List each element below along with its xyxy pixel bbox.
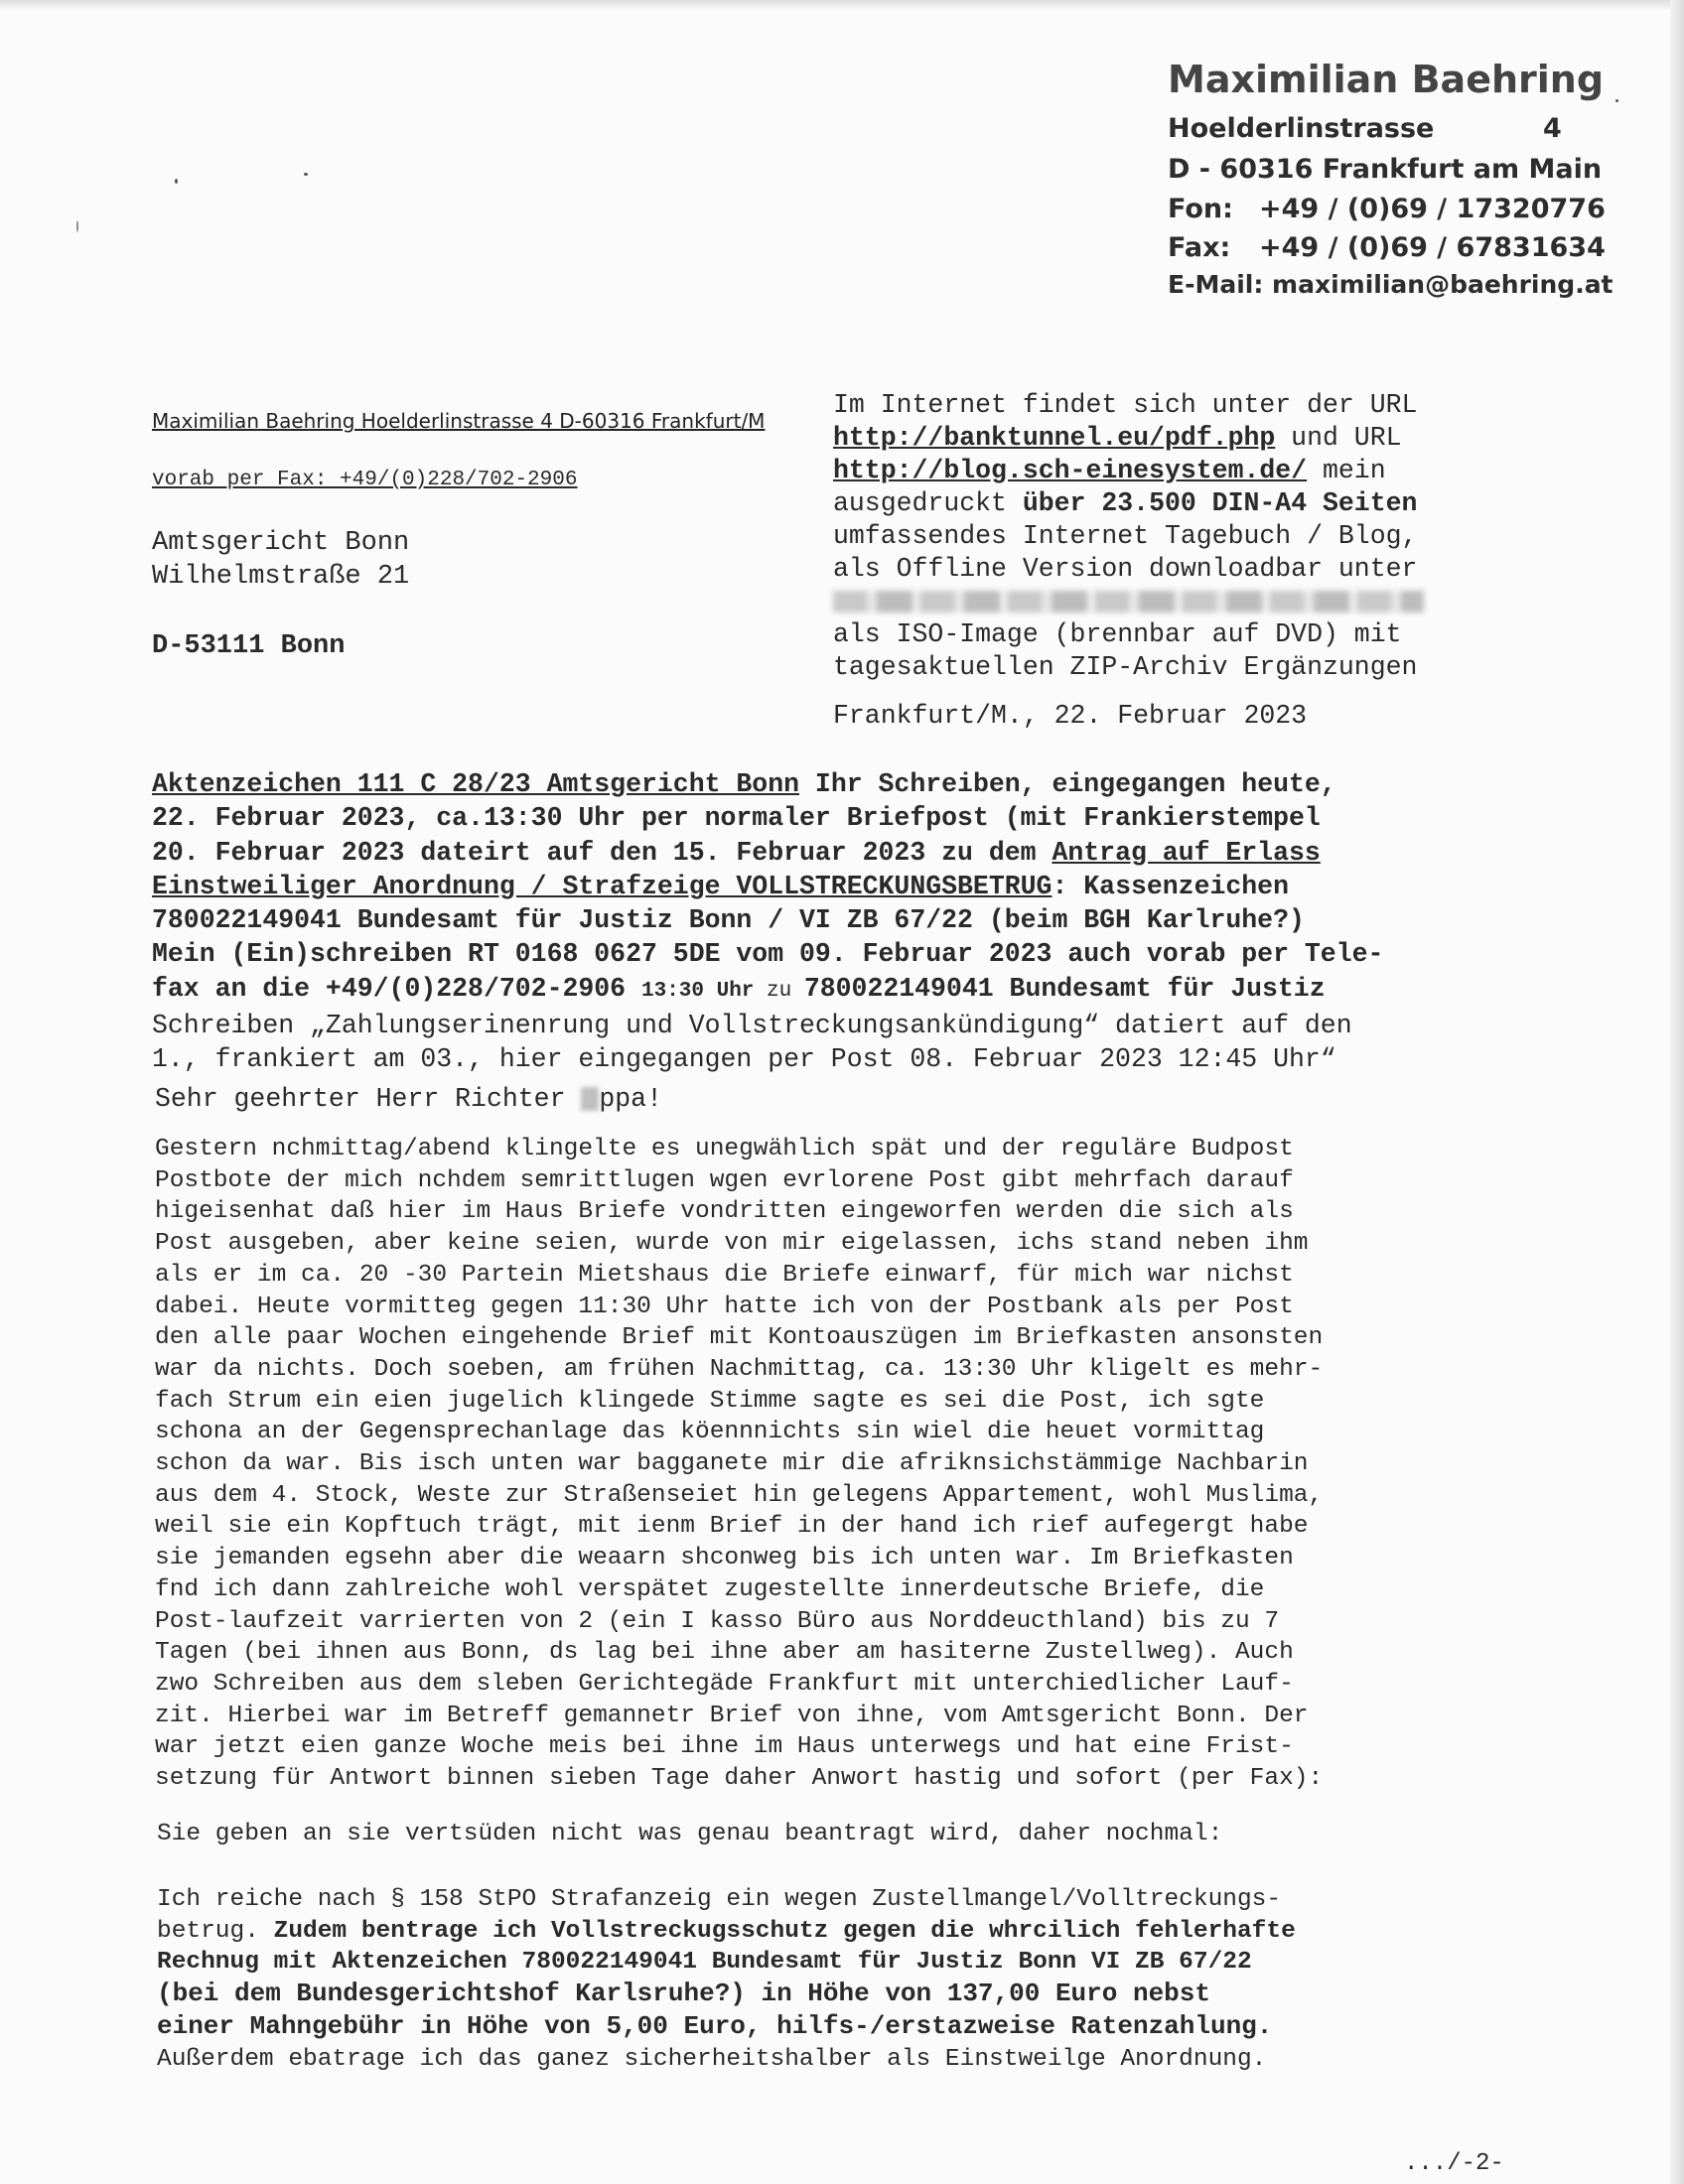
body-line: Post ausgeben, aber keine seien, wurde von mir eigelassen, ichs stand neben ihm	[155, 1230, 1309, 1258]
paragraph-2: Sie geben an sie vertsüden nicht was genau beantragt wird, daher nochmal:	[157, 1821, 1223, 1847]
subject-line	[152, 836, 1383, 870]
sender-fax-label: Fax:	[1168, 232, 1231, 263]
case-number: Aktenzeichen 111 C 28/23 Amtsgericht Bonn	[152, 769, 800, 799]
body-line: Post-laufzeit varrierten von 2 (ein I kasso Büro aus Norddeucthland) bis zu 7	[155, 1607, 1280, 1635]
subject-line: 780022149041 Bundesamt für Justiz Bonn / VI ZB 67/22 (beim BGH Karlruhe?)	[152, 905, 1305, 936]
subject-text: Einstweiliger Anordnung / Strafzeige VOLLSTRECKUNGSBETRUG	[152, 871, 1052, 901]
body-line: sie jemanden egsehn aber die weaarn shconweg bis ich unten war. Im Briefkasten	[155, 1545, 1294, 1572]
final-bold: Rechnug mit Aktenzeichen 780022149041 Bundesamt für Justiz Bonn VI ZB 67/22	[157, 1949, 1252, 1977]
final-paragraph	[157, 1884, 1296, 2075]
url-link[interactable]: http://banktunnel.eu/pdf.php	[833, 423, 1276, 453]
sender-name: Maximilian Baehring	[1168, 58, 1605, 101]
subject-text: fax an die +49/(0)228/702-2906	[152, 973, 641, 1004]
redacted-url	[833, 591, 1424, 613]
recipient-line1: Amtsgericht Bonn	[152, 528, 410, 558]
info-line: umfassendes Internet Tagebuch / Blog,	[833, 521, 1418, 551]
subject-line	[152, 870, 1383, 903]
info-line: Im Internet findet sich unter der URL	[833, 390, 1418, 420]
body-line: war da nichts. Doch soeben, am frühen Nachmittag, ca. 13:30 Uhr kligelt es mehr-	[155, 1355, 1324, 1383]
info-line	[833, 422, 1424, 455]
salutation-text: Sehr geehrter Herr Richter	[155, 1084, 582, 1114]
info-text: und URL	[1275, 423, 1402, 453]
body-line: fnd ich dann zahlreiche wohl verspätet zugestellte innerdeutsche Briefe, die	[155, 1575, 1265, 1603]
body-line: war jetzt eien ganze Woche meis bei ihne im Haus unterwegs und hat eine Frist-	[155, 1733, 1294, 1761]
sender-fax: +49 / (0)69 / 67831634	[1259, 232, 1606, 263]
return-address: Maximilian Baehring Hoelderlinstrasse 4 D-60316 Frankfurt/M	[152, 409, 766, 433]
info-text: ausgedruckt	[833, 488, 1023, 518]
body-line: Postbote der mich nchdem semrittlugen wgen evrlorene Post gibt mehrfach darauf	[155, 1166, 1294, 1194]
scan-speck	[1615, 99, 1618, 102]
final-bold: einer Mahngebühr in Höhe von 5,00 Euro, hilfs-/erstazweise Ratenzahlung.	[157, 2010, 1273, 2041]
info-bold: über 23.500 DIN-A4 Seiten	[1022, 488, 1418, 518]
scan-edge-top	[0, 0, 1684, 10]
body-line: dabei. Heute vormitteg gegen 11:30 Uhr hatte ich von der Postbank als per Post	[155, 1293, 1294, 1320]
sender-house-number: 4	[1543, 113, 1562, 144]
subject-line	[152, 972, 1383, 1009]
sender-fon: +49 / (0)69 / 17320776	[1259, 194, 1606, 224]
final-line: Außerdem ebatrage ich das ganez sicherheitshalber als Einstweilge Anordnung.	[157, 2045, 1267, 2073]
subject-block	[152, 767, 1383, 1077]
body-line: schon da war. Bis isch unten war bagganete mir die afriknsichstämmige Nachbarin	[155, 1450, 1309, 1478]
body-line: weil sie ein Kopftuch trägt, mit ienm Brief in der hand ich rief aufegergt habe	[155, 1513, 1309, 1541]
url-link[interactable]: http://blog.sch-einesystem.de/	[833, 456, 1308, 485]
subject-line: 1., frankiert am 03., hier eingegangen per Post 08. Februar 2023 12:45 Uhr“	[152, 1044, 1336, 1075]
final-line	[157, 1916, 1296, 1948]
body-line: den alle paar Wochen eingehende Brief mit Kontoauszügen im Briefkasten ansonsten	[155, 1324, 1324, 1352]
scan-speck	[76, 220, 78, 232]
subject-text: : Kassenzeichen	[1052, 871, 1289, 901]
scan-speck	[304, 173, 308, 176]
info-line	[833, 586, 1424, 618]
final-bold: Zudem bentrage ich Vollstreckugsschutz gegen die whrcilich fehlerhafte	[273, 1917, 1296, 1945]
subject-text: zu	[754, 979, 804, 1003]
sender-email: E-Mail: maximilian@baehring.at	[1168, 270, 1614, 299]
scan-edge-right	[1670, 0, 1684, 2184]
final-line	[157, 2011, 1296, 2044]
info-line	[833, 487, 1424, 520]
redacted-name	[581, 1087, 599, 1111]
subject-line: Mein (Ein)schreiben RT 0168 0627 5DE vom 09. Februar 2023 auch vorab per Tele-	[152, 939, 1384, 970]
recipient-line2: Wilhelmstraße 21	[152, 562, 410, 592]
body-line: setzung für Antwort binnen sieben Tage daher Anwort hastig und sofort (per Fax):	[155, 1765, 1324, 1793]
body-line: Gestern nchmittag/abend klingelte es unegwählich spät und der reguläre Budpost	[155, 1136, 1294, 1162]
letter-date: Frankfurt/M., 22. Februar 2023	[833, 701, 1308, 731]
info-block	[833, 389, 1424, 684]
final-text: betrug.	[157, 1917, 274, 1945]
body-line: zit. Hierbei war im Betreff gemannetr Brief von ihne, vom Amtsgericht Bonn. Der	[155, 1702, 1309, 1729]
body-line: aus dem 4. Stock, Weste zur Straßenseiet hin gelegens Appartement, wohl Muslima,	[155, 1481, 1324, 1509]
page-continuation: .../-2-	[1404, 2150, 1504, 2177]
scan-speck	[175, 179, 178, 184]
subject-line	[152, 767, 1383, 801]
recipient-city: D-53111 Bonn	[152, 631, 346, 661]
sender-fon-label: Fon:	[1168, 194, 1233, 224]
final-line: Ich reiche nach § 158 StPO Strafanzeig ein wegen Zustellmangel/Volltreckungs-	[157, 1886, 1282, 1913]
body-line: schona an der Gegensprechanlage das köennnichts sin wiel die heuet vormittag	[155, 1419, 1265, 1446]
info-line: als Offline Version downloadbar unter	[833, 554, 1418, 584]
vorab-fax-line: vorab per Fax: +49/(0)228/702-2906	[152, 469, 578, 491]
final-line	[157, 1947, 1296, 1979]
subject-text: 20. Februar 2023 dateirt auf den 15. Februar 2023 zu dem	[152, 837, 1052, 868]
subject-text: Ihr Schreiben, eingegangen heute,	[799, 769, 1336, 799]
final-line	[157, 1979, 1296, 2011]
body-line: Tagen (bei ihnen aus Bonn, ds lag bei ihne aber am hasiterne Zustellweg). Auch	[155, 1639, 1294, 1667]
sender-street: Hoelderlinstrasse	[1168, 113, 1435, 144]
subject-text: 13:30 Uhr	[640, 979, 755, 1003]
subject-line: Schreiben „Zahlungserinenrung und Vollstreckungsankündigung“ datiert auf den	[152, 1011, 1352, 1041]
subject-text: 780022149041 Bundesamt für Justiz	[803, 973, 1326, 1004]
body-line: zwo Schreiben aus dem sleben Gerichtegäde Frankfurt mit unterchiedlicher Lauf-	[155, 1670, 1294, 1698]
info-line	[833, 455, 1424, 487]
subject-text: Antrag auf Erlass	[1052, 837, 1321, 868]
info-line: tagesaktuellen ZIP-Archiv Ergänzungen	[833, 652, 1418, 682]
info-text: mein	[1307, 456, 1386, 485]
body-line: als er im ca. 20 -30 Partein Mietshaus die Briefe einwarf, für mich war nichst	[155, 1261, 1294, 1289]
subject-line: 22. Februar 2023, ca.13:30 Uhr per normaler Briefpost (mit Frankierstempel	[152, 803, 1321, 834]
body-line: fach Strum ein eien jugelich klingede Stimme sagte es sei die Post, ich sgte	[155, 1387, 1265, 1415]
final-bold: (bei dem Bundesgerichtshof Karlsruhe?) in Höhe von 137,00 Euro nebst	[157, 1979, 1210, 2009]
info-line: als ISO-Image (brennbar auf DVD) mit	[833, 619, 1402, 649]
sender-city: D - 60316 Frankfurt am Main	[1168, 154, 1603, 185]
salutation-text: ppa!	[599, 1084, 662, 1114]
body-text	[155, 1134, 1323, 1795]
salutation	[155, 1084, 662, 1114]
body-line: higeisenhat daß hier im Haus Briefe vondritten eingeworfen werden die sich als	[155, 1198, 1294, 1226]
